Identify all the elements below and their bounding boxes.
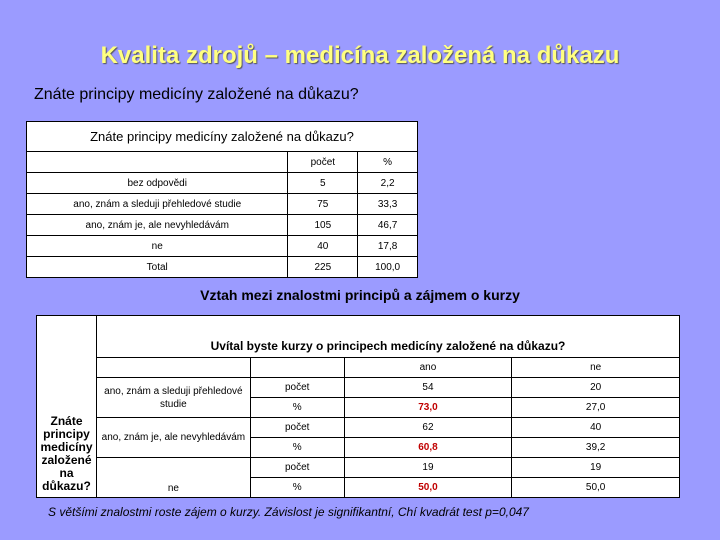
count-yes: 54 <box>344 378 512 398</box>
stat-label: počet <box>250 458 344 478</box>
count-yes: 62 <box>344 418 512 438</box>
row-percent: 2,2 <box>358 173 418 194</box>
knowledge-table-caption: Znáte principy medicíny založené na důkazu? <box>27 122 418 152</box>
table-row <box>37 458 680 478</box>
row-count: 40 <box>288 236 358 257</box>
crosstab-row-header: Znáte principy medicíny založené na důkazu? <box>37 316 97 498</box>
row-count: 225 <box>288 257 358 278</box>
corner-blank <box>96 358 250 378</box>
count-no: 19 <box>512 458 680 478</box>
table-row <box>27 173 418 194</box>
pct-no: 27,0 <box>512 398 680 418</box>
row-count: 105 <box>288 215 358 236</box>
header-percent: % <box>358 152 418 173</box>
header-count: počet <box>288 152 358 173</box>
pct-no: 50,0 <box>512 478 680 498</box>
table-row <box>37 418 680 438</box>
count-no: 20 <box>512 378 680 398</box>
stat-label: počet <box>250 418 344 438</box>
row-label: ano, znám a sleduji přehledové studie <box>27 194 288 215</box>
row-count: 5 <box>288 173 358 194</box>
row-percent: 17,8 <box>358 236 418 257</box>
group-label: ne <box>96 458 250 498</box>
corner-blank <box>250 358 344 378</box>
pct-yes: 50,0 <box>344 478 512 498</box>
group-label: ano, znám je, ale nevyhledávám <box>96 418 250 458</box>
pct-no: 39,2 <box>512 438 680 458</box>
stat-label: % <box>250 398 344 418</box>
table-row <box>27 194 418 215</box>
crosstab-caption: Uvítal byste kurzy o principech medicíny založené na důkazu? <box>96 316 679 358</box>
row-label: ne <box>27 236 288 257</box>
table-row <box>37 378 680 398</box>
header-no: ne <box>512 358 680 378</box>
row-label: bez odpovědi <box>27 173 288 194</box>
pct-yes: 73,0 <box>344 398 512 418</box>
count-no: 40 <box>512 418 680 438</box>
table-row <box>27 257 418 278</box>
stat-label: % <box>250 478 344 498</box>
group-label: ano, znám a sleduji přehledové studie <box>96 378 250 418</box>
table-row <box>27 215 418 236</box>
slide-title: Kvalita zdrojů – medicína založená na důkazu <box>100 42 620 69</box>
subtitle: Znáte principy medicíny založené na důkazu? <box>34 86 359 103</box>
knowledge-table <box>26 121 418 278</box>
row-label: ano, znám je, ale nevyhledávám <box>27 215 288 236</box>
crosstab-heading: Vztah mezi znalostmi principů a zájmem o kurzy <box>200 287 520 303</box>
row-percent: 33,3 <box>358 194 418 215</box>
stat-label: počet <box>250 378 344 398</box>
row-label: Total <box>27 257 288 278</box>
row-percent: 100,0 <box>358 257 418 278</box>
row-count: 75 <box>288 194 358 215</box>
header-blank <box>27 152 288 173</box>
table-row <box>27 236 418 257</box>
crosstab-table <box>36 315 680 498</box>
row-percent: 46,7 <box>358 215 418 236</box>
pct-yes: 60,8 <box>344 438 512 458</box>
count-yes: 19 <box>344 458 512 478</box>
footnote: S většími znalostmi roste zájem o kurzy. Závislost je signifikantní, Chí kvadrát test p=0,047 <box>48 505 529 519</box>
header-yes: ano <box>344 358 512 378</box>
stat-label: % <box>250 438 344 458</box>
